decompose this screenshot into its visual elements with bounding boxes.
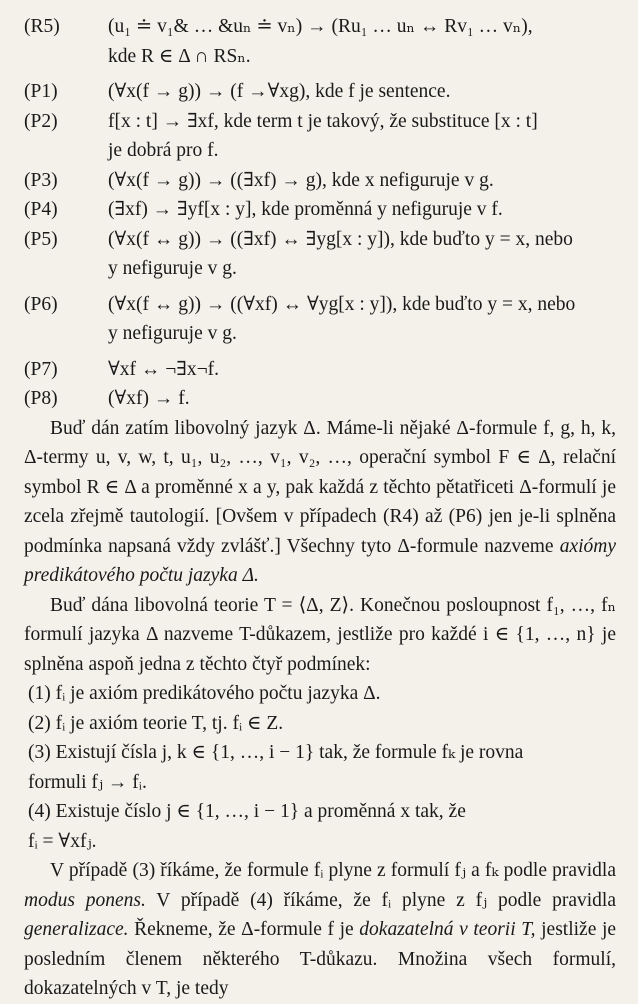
- axiom-p5: [24, 225, 616, 284]
- axiom-p8: [24, 384, 616, 414]
- axiom-label: (P6): [24, 293, 58, 315]
- axiom-label: (P3): [24, 169, 58, 191]
- axiom-p7: [24, 355, 616, 385]
- paragraph-rules: V případě (3) říkáme, že formule fᵢ plyne z formulí fⱼ a fₖ podle pravidla modus ponens. V případě (4) říkáme, že fᵢ plyne z fⱼ podle pravidla generalizace. Řekneme, že Δ-formule f je dokazatelná v teorii T, jestliže je posledním členem některého T-důkazu. Množina všech formulí, dokazatelných v T, je tedy: [24, 860, 617, 999]
- axiom-p1: [24, 77, 616, 107]
- axiom-formula: (u₁ ≐ v₁& … &uₙ ≐ vₙ) → (Ru₁ … uₙ ↔ Rv₁ … vₙ), kde R ∈ Δ ∩ RSₙ.: [108, 16, 533, 67]
- axiom-label: (P2): [24, 110, 58, 132]
- condition-4-continuation: fᵢ = ∀xfⱼ.: [28, 830, 97, 852]
- paragraph-axioms-definition: Buď dán zatím libovolný jazyk Δ. Máme-li nějaké Δ-formule f, g, h, k, Δ-termy u, v, w, t, u₁, u₂, …, v₁, v₂, …, operační symbol F ∈ Δ, relační symbol R ∈ Δ a proměnné x a y, pak každá z těchto pětatřiceti Δ-formulí je zcela zřejmě tautologií. [Ovšem v případech (R4) až (P6) jen je-li splněna podmínka napsaná vždy zvlášť.] Všechny tyto Δ-formule nazveme axiómy predikátového počtu jazyka Δ.: [24, 417, 617, 586]
- axiom-label: (R5): [24, 16, 60, 37]
- axiom-formula: (∀x(f → g)) → ((∃xf) → g), kde x nefiguruje v g.: [108, 169, 494, 191]
- axiom-p3: [24, 166, 616, 196]
- paragraph-proof-definition: Buď dána libovolná teorie T = ⟨Δ, Z⟩. Konečnou posloupnost f₁, …, fₙ formulí jazyka Δ nazveme T-důkazem, jestliže pro každé i ∈ {1, …, n} je splněna aspoň jedna z těchto čtyř podmínek:: [24, 594, 616, 675]
- axiom-formula: ∀xf ↔ ¬∃x¬f.: [108, 358, 219, 380]
- axiom-p6: [24, 290, 616, 349]
- axiom-label: (P7): [24, 358, 58, 380]
- condition-3-continuation: formuli fⱼ → fᵢ.: [28, 771, 147, 793]
- axiom-formula: (∀x(f ↔ g)) → ((∃xf) ↔ ∃yg[x : y]), kde buďto y = x, nebo y nefiguruje v g.: [108, 228, 573, 279]
- axiom-p4: [24, 195, 616, 225]
- axiom-label: (P8): [24, 388, 58, 409]
- axiom-r5: [24, 12, 616, 71]
- condition-1: (1) fᵢ je axióm predikátového počtu jazyka Δ.: [28, 683, 381, 704]
- axiom-formula: (∀x(f → g)) → (f →∀xg), kde f je sentence.: [108, 81, 451, 102]
- axiom-label: (P1): [24, 81, 58, 102]
- axiom-label: (P5): [24, 228, 58, 250]
- axiom-formula: (∃xf) → ∃yf[x : y], kde proměnná y nefiguruje v f.: [108, 199, 503, 220]
- emphasis-term: generalizace.: [24, 919, 129, 940]
- condition-3: (3) Existují čísla j, k ∈ {1, …, i − 1} tak, že formule fₖ je rovna: [28, 742, 524, 763]
- axiom-formula: (∀x(f ↔ g)) → ((∀xf) ↔ ∀yg[x : y]), kde buďto y = x, nebo y nefiguruje v g.: [108, 293, 576, 344]
- emphasis-term: modus ponens.: [24, 889, 146, 911]
- axiom-formula: (∀xf) → f.: [108, 388, 190, 409]
- condition-2: (2) fᵢ je axióm teorie T, tj. fᵢ ∈ Z.: [28, 712, 284, 734]
- axiom-formula: f[x : t] → ∃xf, kde term t je takový, že substituce [x : t] je dobrá pro f.: [108, 110, 538, 161]
- emphasis-term: axiómy predikátového počtu jazyka Δ.: [24, 535, 617, 586]
- emphasis-term: dokazatelná v teorii T,: [359, 919, 536, 940]
- condition-4: (4) Existuje číslo j ∈ {1, …, i − 1} a proměnná x tak, že: [28, 801, 466, 822]
- axiom-label: (P4): [24, 199, 58, 220]
- axiom-p2: [24, 107, 616, 166]
